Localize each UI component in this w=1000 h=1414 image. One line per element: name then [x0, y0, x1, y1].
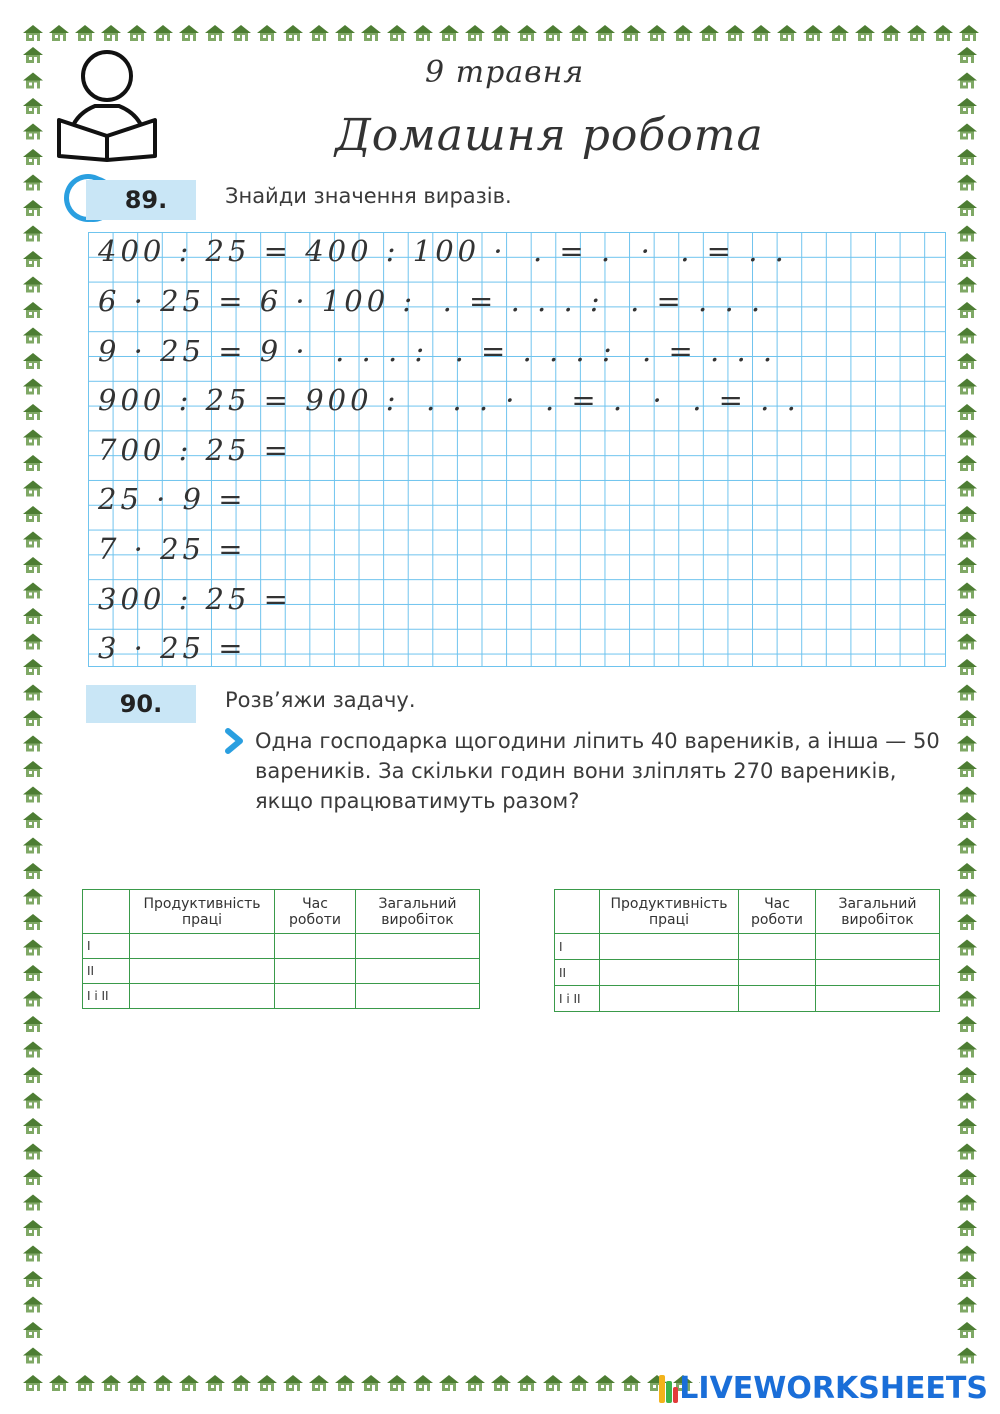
row-label: ІІ [83, 959, 130, 984]
row-label: ІІ [555, 960, 600, 986]
answer-cell[interactable] [275, 984, 356, 1009]
reading-person-icon [55, 48, 160, 166]
lesson-date: 9 травня [425, 55, 585, 90]
header-productivity: Продуктивність праці [600, 890, 739, 934]
work-table-left [82, 889, 480, 1009]
table-corner-cell [83, 890, 130, 934]
exercise-89-number: 89. [86, 180, 196, 220]
answer-cell[interactable] [130, 959, 275, 984]
answer-cell[interactable] [275, 934, 356, 959]
expression-row[interactable]: 6 · 25 = 6 · 100 : . = . . . : . = . . . [98, 284, 765, 318]
answer-cell[interactable] [816, 960, 940, 986]
row-label: І і ІІ [555, 986, 600, 1012]
page-border-top [20, 22, 980, 44]
page-border-right [954, 44, 980, 1372]
answer-cell[interactable] [356, 934, 480, 959]
liveworksheets-logo [657, 1371, 988, 1406]
header-total-output: Загальний виробіток [816, 890, 940, 934]
answer-cell[interactable] [600, 960, 739, 986]
exercise-89-instruction: Знайди значення виразів. [225, 184, 512, 208]
expression-row[interactable]: 300 : 25 = [98, 582, 292, 616]
header-productivity: Продуктивність праці [130, 890, 275, 934]
exercise-90-instruction: Розв’яжи задачу. [225, 688, 416, 712]
page-border-bottom [20, 1372, 700, 1394]
answer-cell[interactable] [600, 934, 739, 960]
answer-cell[interactable] [130, 984, 275, 1009]
expression-row[interactable]: 700 : 25 = [98, 433, 292, 467]
expression-row[interactable]: 3 · 25 = [98, 631, 247, 665]
page-title: Домашня робота [335, 110, 764, 161]
header-time: Час роботи [739, 890, 816, 934]
answer-cell[interactable] [739, 960, 816, 986]
chevron-right-icon [222, 728, 248, 754]
answer-cell[interactable] [739, 986, 816, 1012]
exercise-90-number: 90. [86, 685, 196, 723]
answer-cell[interactable] [356, 959, 480, 984]
page-border-left [20, 44, 46, 1372]
row-label: І [83, 934, 130, 959]
expression-row[interactable]: 25 · 9 = [98, 482, 247, 516]
answer-cell[interactable] [816, 986, 940, 1012]
expression-row[interactable]: 400 : 25 = 400 : 100 · . = . · . = . . [98, 234, 788, 268]
expression-row[interactable]: 900 : 25 = 900 : . . . · . = . · . = . . [98, 383, 800, 417]
table-corner-cell [555, 890, 600, 934]
answer-cell[interactable] [816, 934, 940, 960]
answer-cell[interactable] [275, 959, 356, 984]
expression-row[interactable]: 7 · 25 = [98, 532, 247, 566]
exercise-90-problem: Одна господарка щогодини ліпить 40 вареників, а інша — 50 вареників. За скільки годин вони зліплять 270 вареників, якщо працюватимуть разом? [255, 729, 940, 813]
row-label: І [555, 934, 600, 960]
work-table-right [554, 889, 940, 1012]
answer-cell[interactable] [356, 984, 480, 1009]
logo-badge-icon [657, 1373, 679, 1405]
header-time: Час роботи [275, 890, 356, 934]
header-total-output: Загальний виробіток [356, 890, 480, 934]
expression-row[interactable]: 9 · 25 = 9 · . . . : . = . . . : . = . . . [98, 334, 777, 368]
answer-cell[interactable] [739, 934, 816, 960]
answer-cell[interactable] [600, 986, 739, 1012]
answer-cell[interactable] [130, 934, 275, 959]
logo-text: LIVEWORKSHEETS [679, 1371, 988, 1406]
row-label: І і ІІ [83, 984, 130, 1009]
